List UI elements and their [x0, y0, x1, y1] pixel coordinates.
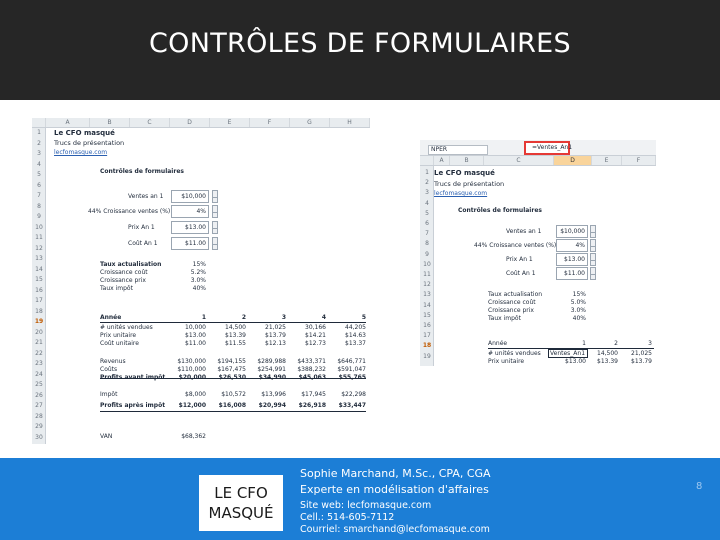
slide-title: CONTRÔLES DE FORMULAIRES — [149, 28, 571, 59]
row-number[interactable]: 7 — [37, 192, 41, 199]
table-cell[interactable]: $12.73 — [305, 340, 326, 347]
table-cell[interactable]: $33,447 — [338, 402, 366, 409]
row-number[interactable]: 7 — [425, 230, 429, 238]
sheet-subheading: Trucs de présentation — [54, 139, 125, 147]
table-cell[interactable]: $433,371 — [297, 358, 326, 365]
input-value-box[interactable]: $13.00 — [171, 221, 209, 234]
row-number[interactable]: 6 — [425, 220, 429, 227]
table-cell[interactable]: $10,572 — [221, 391, 246, 398]
row-number[interactable]: 6 — [37, 181, 41, 189]
van-label: VAN — [100, 433, 113, 440]
row-label: Prix unitaire — [100, 332, 137, 339]
input-value-box[interactable]: $10,000 — [171, 190, 209, 203]
table-cell[interactable]: 21,025 — [265, 324, 286, 331]
column-header[interactable]: F — [250, 118, 290, 127]
row-number[interactable]: 29 — [35, 423, 43, 430]
row-number[interactable]: 5 — [37, 171, 41, 178]
column-header-row — [32, 118, 370, 128]
row-number[interactable]: 26 — [35, 391, 43, 399]
spinner-control[interactable] — [212, 205, 218, 218]
table-cell[interactable]: 21,025 — [631, 350, 652, 357]
table-cell[interactable]: $14.63 — [345, 332, 366, 339]
input-value-box[interactable]: $11.00 — [171, 237, 209, 250]
rate-value[interactable]: 15% — [192, 261, 206, 268]
row-label: Impôt — [100, 391, 118, 398]
input-label: Ventes an 1 — [128, 193, 164, 200]
row-number[interactable]: 18 — [422, 342, 432, 350]
presenter-name: Sophie Marchand, M.Sc., CPA, CGA — [300, 467, 491, 480]
table-cell[interactable]: 30,166 — [305, 324, 326, 331]
table-cell[interactable]: $26,918 — [298, 402, 326, 409]
sheet-subheading: Trucs de présentation — [434, 180, 505, 188]
table-cell[interactable]: $16,008 — [218, 402, 246, 409]
row-number[interactable]: 9 — [37, 213, 41, 220]
row-number[interactable]: 14 — [423, 301, 431, 309]
table-cell[interactable]: $254,991 — [257, 366, 286, 373]
row-number[interactable]: 2 — [37, 139, 41, 147]
table-cell[interactable]: $11.55 — [225, 340, 246, 347]
rate-value[interactable]: 40% — [192, 285, 206, 292]
row-label: # unités vendues — [100, 324, 153, 331]
table-cell[interactable]: $22,298 — [341, 391, 366, 398]
row-number[interactable]: 11 — [35, 234, 43, 241]
rate-label: Taux impôt — [100, 285, 133, 292]
row-number[interactable]: 1 — [425, 169, 429, 176]
row-number[interactable]: 3 — [425, 189, 429, 197]
row-number[interactable]: 16 — [35, 286, 43, 294]
input-label: Coût An 1 — [506, 270, 536, 277]
column-header[interactable]: E — [210, 118, 250, 127]
site-link[interactable]: lecfomasque.com — [434, 190, 488, 197]
website[interactable]: Site web: lecfomasque.com — [300, 500, 432, 511]
table-cell[interactable]: $13.00 — [565, 358, 586, 365]
logo-line: LE CFO — [214, 484, 268, 502]
row-number[interactable]: 1 — [37, 129, 41, 136]
rate-label: Taux actualisation — [100, 261, 162, 268]
row-number[interactable]: 17 — [423, 332, 431, 340]
input-label: 44% Croissance ventes (%) — [88, 208, 171, 215]
row-number[interactable]: 21 — [35, 339, 43, 346]
table-cell[interactable]: $13.79 — [631, 358, 652, 365]
row-number[interactable]: 3 — [37, 150, 41, 157]
table-header-year: 3 — [281, 314, 286, 321]
table-header-label: Année — [100, 314, 122, 321]
page-number: 8 — [696, 481, 703, 492]
row-number[interactable]: 23 — [35, 360, 43, 367]
section-title: Contrôles de formulaires — [100, 168, 184, 175]
spinner-control[interactable] — [590, 225, 596, 238]
column-header-row — [420, 156, 656, 166]
spinner-control[interactable] — [212, 190, 218, 203]
rate-label: Taux impôt — [488, 315, 521, 322]
total-underline — [100, 411, 366, 412]
table-cell[interactable]: $167,475 — [217, 366, 246, 373]
row-number[interactable]: 18 — [35, 307, 43, 315]
table-cell[interactable]: $13.79 — [265, 332, 286, 339]
input-value-box[interactable]: $11.00 — [556, 267, 588, 280]
row-number[interactable]: 4 — [37, 160, 41, 168]
table-cell[interactable]: $388,232 — [297, 366, 326, 373]
sheet-heading: Le CFO masqué — [434, 169, 495, 177]
name-box[interactable]: NPER — [428, 145, 488, 155]
column-header[interactable]: B — [450, 156, 484, 165]
table-header-year: 2 — [241, 314, 246, 321]
section-title: Contrôles de formulaires — [458, 207, 542, 214]
rate-label: Croissance coût — [488, 299, 536, 306]
row-number[interactable]: 12 — [35, 244, 43, 252]
column-header[interactable]: A — [434, 156, 450, 165]
table-header-year: 1 — [582, 340, 586, 347]
row-number[interactable]: 10 — [423, 260, 431, 268]
row-number[interactable]: 20 — [35, 328, 43, 336]
presenter-role: Experte en modélisation d'affaires — [300, 483, 489, 496]
table-cell[interactable]: $194,155 — [217, 358, 246, 365]
column-header[interactable]: C — [130, 118, 170, 127]
formula-input[interactable]: =Ventes_An1 — [524, 141, 570, 155]
input-label: Coût An 1 — [128, 240, 158, 247]
input-value-box[interactable]: 4% — [171, 205, 209, 218]
table-cell[interactable]: 10,000 — [185, 324, 206, 331]
row-number[interactable]: 17 — [35, 297, 43, 304]
input-value-box[interactable]: $13.00 — [556, 253, 588, 266]
input-value-box[interactable]: $10,000 — [556, 225, 588, 238]
table-cell[interactable]: $591,047 — [337, 366, 366, 373]
rate-value[interactable]: 40% — [572, 315, 586, 322]
phone: Cell.: 514-605-7112 — [300, 512, 395, 523]
table-header-year: 2 — [614, 340, 618, 347]
table-cell[interactable]: $13.00 — [185, 332, 206, 339]
table-cell[interactable]: $646,771 — [337, 358, 366, 365]
row-number[interactable]: 30 — [35, 433, 43, 441]
row-number[interactable]: 19 — [34, 318, 44, 325]
row-number[interactable]: 15 — [423, 311, 431, 319]
table-cell[interactable]: $13,996 — [261, 391, 286, 398]
row-number[interactable]: 12 — [423, 281, 431, 289]
column-header[interactable]: H — [330, 118, 370, 127]
rate-label: Taux actualisation — [488, 291, 543, 298]
row-number[interactable]: 22 — [35, 349, 43, 357]
column-header[interactable]: C — [484, 156, 554, 165]
spinner-control[interactable] — [590, 267, 596, 280]
table-cell[interactable]: $17,945 — [301, 391, 326, 398]
rate-label: Croissance coût — [100, 269, 148, 276]
table-cell[interactable]: $13.39 — [225, 332, 246, 339]
table-cell[interactable]: $110,000 — [177, 366, 206, 373]
van-value[interactable]: $68,362 — [181, 433, 206, 440]
table-header-label: Année — [488, 340, 508, 347]
row-number[interactable]: 27 — [35, 402, 43, 409]
row-number[interactable]: 11 — [423, 271, 431, 278]
spinner-control[interactable] — [212, 237, 218, 250]
input-label: Prix An 1 — [506, 256, 533, 263]
column-header[interactable]: D — [554, 156, 592, 165]
table-cell[interactable]: $20,994 — [258, 402, 286, 409]
column-header[interactable]: B — [90, 118, 130, 127]
rate-label: Croissance prix — [100, 277, 146, 284]
row-label: # unités vendues — [488, 350, 541, 357]
table-cell[interactable]: 14,500 — [597, 350, 618, 357]
column-header[interactable]: A — [46, 118, 90, 127]
table-cell[interactable]: $12.13 — [265, 340, 286, 347]
row-label: Coûts — [100, 366, 118, 373]
rate-value[interactable]: 5.0% — [570, 299, 586, 306]
row-label: Coût unitaire — [100, 340, 139, 347]
rate-label: Croissance prix — [488, 307, 534, 314]
row-number[interactable]: 13 — [423, 291, 431, 299]
table-cell[interactable]: $130,000 — [177, 358, 206, 365]
row-number[interactable]: 28 — [35, 412, 43, 420]
table-header-year: 4 — [321, 314, 326, 321]
input-label: Prix An 1 — [128, 224, 155, 231]
spinner-control[interactable] — [590, 239, 596, 252]
table-cell[interactable]: $12,000 — [178, 402, 206, 409]
row-number[interactable]: 8 — [425, 240, 429, 248]
site-link[interactable]: lecfomasque.com — [54, 149, 108, 156]
row-number[interactable]: 9 — [425, 250, 429, 258]
row-number[interactable]: 19 — [423, 352, 431, 360]
column-header[interactable]: F — [622, 156, 656, 165]
row-number[interactable]: 8 — [37, 202, 41, 210]
input-value-box[interactable]: 4% — [556, 239, 588, 252]
company-logo — [199, 475, 283, 531]
table-cell[interactable]: $8,000 — [185, 391, 206, 398]
table-cell[interactable]: $13.39 — [597, 358, 618, 365]
table-cell[interactable]: $13.37 — [345, 340, 366, 347]
column-header[interactable]: D — [170, 118, 210, 127]
row-number[interactable]: 13 — [35, 255, 43, 262]
selected-cell[interactable]: Ventes_An1 — [548, 349, 588, 358]
rate-value[interactable]: 15% — [572, 291, 586, 298]
row-number[interactable]: 15 — [35, 276, 43, 283]
table-header-year: 5 — [361, 314, 366, 321]
row-label: Prix unitaire — [488, 358, 525, 365]
table-cell[interactable]: 14,500 — [225, 324, 246, 331]
row-number[interactable]: 4 — [425, 199, 429, 207]
row-label: Profits après impôt — [100, 402, 166, 409]
row-number[interactable]: 14 — [35, 265, 43, 273]
column-header[interactable]: E — [592, 156, 622, 165]
row-number[interactable]: 5 — [425, 209, 429, 217]
input-label: 44% Croissance ventes (%) — [474, 242, 557, 249]
row-number[interactable]: 24 — [35, 370, 43, 378]
left-spreadsheet — [32, 118, 370, 444]
rate-value[interactable]: 3.0% — [190, 277, 206, 284]
sheet-heading: Le CFO masqué — [54, 129, 115, 137]
spinner-control[interactable] — [590, 253, 596, 266]
table-cell[interactable]: $289,988 — [257, 358, 286, 365]
spinner-control[interactable] — [212, 221, 218, 234]
row-number[interactable]: 16 — [423, 322, 431, 329]
email[interactable]: Courriel: smarchand@lecfomasque.com — [300, 524, 490, 535]
logo-line: MASQUÉ — [208, 504, 274, 522]
table-header-underline — [100, 322, 366, 323]
total-underline — [100, 378, 366, 379]
row-label: Revenus — [100, 358, 126, 365]
row-number[interactable]: 10 — [35, 223, 43, 231]
rate-value[interactable]: 3.0% — [570, 307, 586, 314]
table-header-year: 1 — [201, 314, 206, 321]
row-number[interactable]: 25 — [35, 381, 43, 388]
table-header-year: 3 — [648, 340, 652, 347]
table-cell[interactable]: $14.21 — [305, 332, 326, 339]
column-header[interactable]: G — [290, 118, 330, 127]
right-spreadsheet — [420, 140, 656, 366]
table-cell[interactable]: $11.00 — [185, 340, 206, 347]
row-number[interactable]: 2 — [425, 179, 429, 187]
input-label: Ventes an 1 — [506, 228, 542, 235]
rate-value[interactable]: 5.2% — [190, 269, 206, 276]
table-cell[interactable]: 44,205 — [345, 324, 366, 331]
